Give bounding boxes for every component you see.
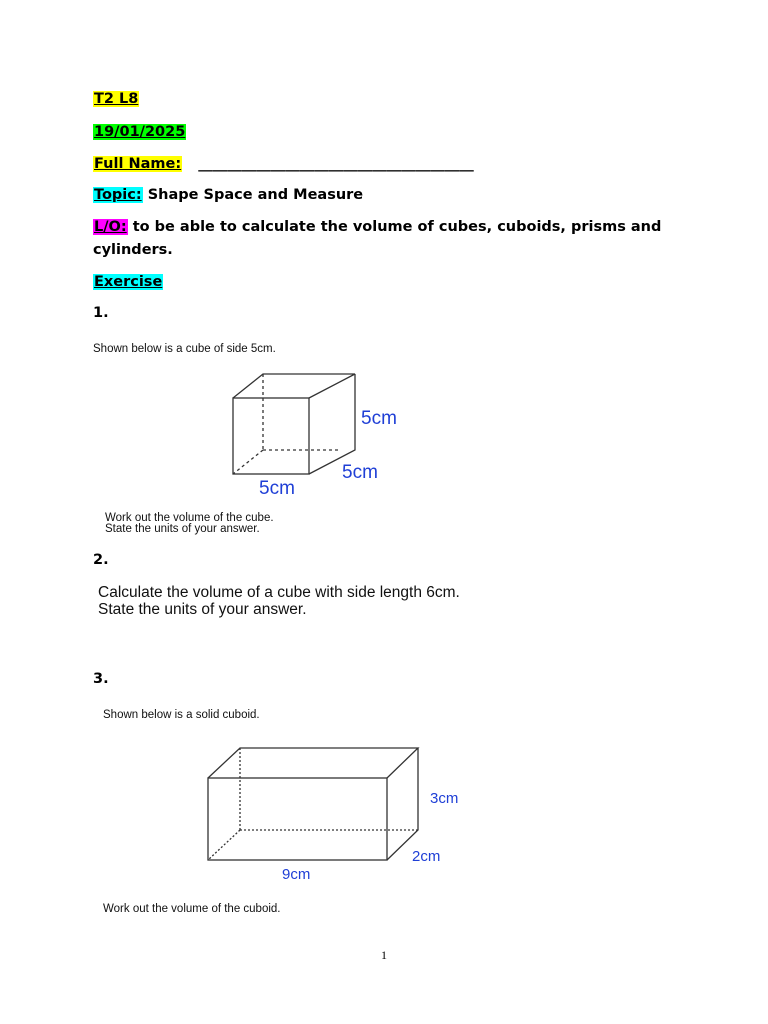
question-3-figure	[95, 702, 470, 920]
q2-line-2: State the units of your answer.	[98, 601, 307, 618]
lo-line-1: to be able to calculate the volume of cubes, cuboids, prisms and	[127, 219, 662, 235]
cube-height-label: 5cm	[361, 408, 397, 429]
q2-line-1: Calculate the volume of a cube with side length 6cm.	[98, 584, 460, 601]
cube-front-face	[233, 398, 309, 474]
cube-right-face	[309, 374, 355, 474]
cube-hidden-edge-depth	[233, 450, 263, 474]
question-2-number: 2.	[93, 552, 109, 568]
learning-objective	[93, 218, 661, 236]
cube-depth-label: 5cm	[342, 462, 378, 483]
topic-label: Topic:	[94, 187, 142, 203]
cube-width-label: 5cm	[259, 478, 295, 499]
learning-objective-cont	[93, 241, 173, 259]
cuboid-depth-label: 2cm	[412, 848, 441, 865]
q1-intro: Shown below is a cube of side 5cm.	[93, 343, 276, 355]
lesson-date: 19/01/2025	[94, 124, 186, 140]
question-3-number: 3.	[93, 671, 109, 687]
cuboid-height-label: 3cm	[430, 790, 459, 807]
topic-value: Shape Space and Measure	[142, 187, 364, 203]
topic-row	[93, 186, 363, 204]
full-name-label: Full Name:	[94, 156, 182, 172]
lesson-code: T2 L8	[94, 91, 139, 107]
q3-intro: Shown below is a solid cuboid.	[103, 709, 260, 721]
cuboid-width-label: 9cm	[282, 866, 311, 883]
cuboid-hidden-edge-depth	[208, 830, 240, 860]
cuboid-front-face	[208, 778, 387, 860]
exercise-heading: Exercise	[94, 274, 163, 290]
full-name-blank[interactable]: ______________________________________	[198, 156, 474, 172]
cube-diagram	[95, 336, 467, 538]
cube-top-face	[233, 374, 355, 398]
q1-instruction-2: State the units of your answer.	[105, 523, 260, 535]
q3-instruction-1: Work out the volume of the cuboid.	[103, 903, 281, 915]
lo-line-2: cylinders.	[93, 242, 173, 258]
question-1-figure	[95, 336, 467, 538]
lo-label: L/O:	[94, 219, 127, 235]
cuboid-right-face	[387, 748, 418, 860]
page-number: 1	[381, 948, 387, 962]
full-name-row	[93, 155, 474, 173]
question-1-number: 1.	[93, 305, 109, 321]
question-2-box	[95, 582, 475, 624]
q1-instruction-1: Work out the volume of the cube.	[105, 512, 274, 524]
cuboid-diagram	[95, 702, 470, 920]
